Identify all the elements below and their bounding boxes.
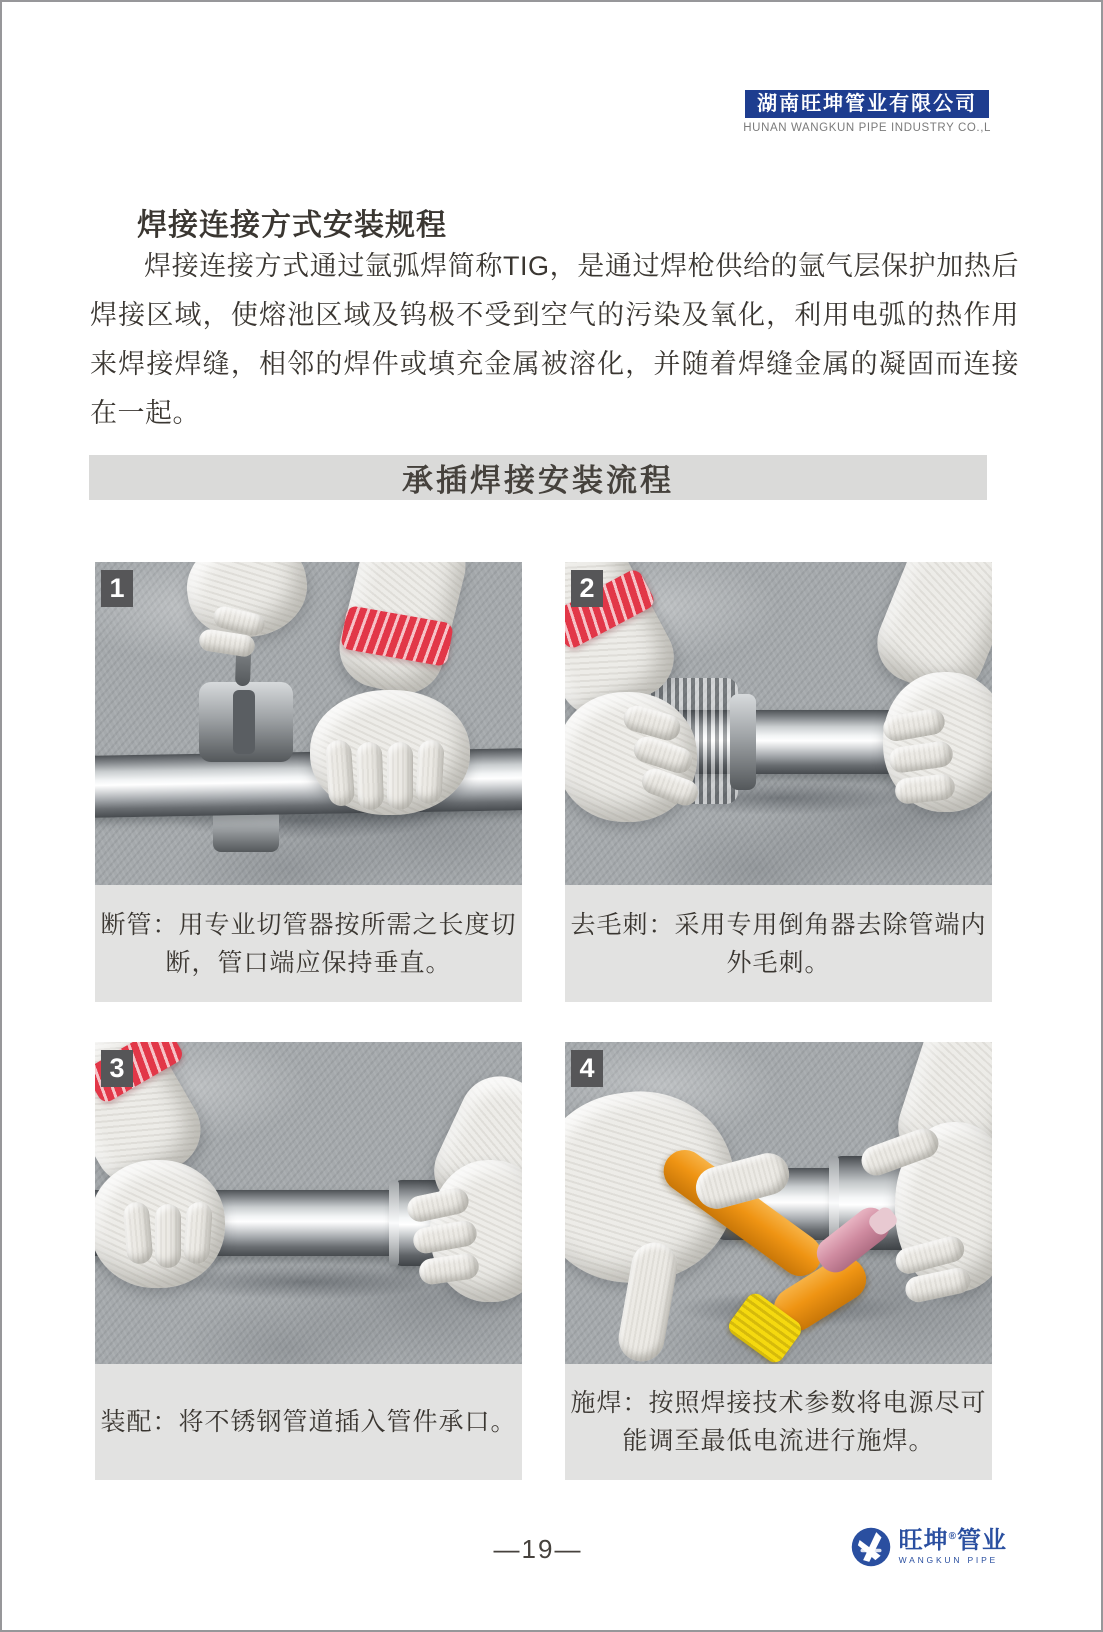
caption-line: 能调至最低电流进行施焊。 xyxy=(622,1427,935,1455)
deburring-tool-collar-graphic xyxy=(730,694,756,790)
glove-finger-graphic xyxy=(183,1201,213,1265)
weld-ring-graphic xyxy=(389,1180,399,1266)
intro-paragraph: 焊接连接方式通过氩弧焊简称TIG，是通过焊枪供给的氩气层保护加热后焊接区域，使熔池区域及钨极不受到空气的污染及氧化，利用电弧的热作用来焊接焊缝，相邻的焊件或填充金属被溶化，并随着焊缝金属的凝固而连接在一起。 xyxy=(90,251,1019,428)
pipe-cutter-slot-graphic xyxy=(233,690,255,754)
logo-cn-part1: 旺坤 xyxy=(898,1527,949,1555)
wangkun-logo-icon xyxy=(850,1526,892,1568)
step-number-badge: 2 xyxy=(571,570,603,607)
footer-logo xyxy=(850,1526,1007,1568)
step-number-badge: 4 xyxy=(571,1050,603,1087)
logo-name-cn xyxy=(899,1529,1007,1553)
caption-line: 施焊：按照焊接技术参数将电源尽可 xyxy=(570,1389,987,1417)
glove-finger-graphic xyxy=(122,1201,153,1265)
row-spacer xyxy=(95,1002,992,1042)
caption-line: 断管：用专业切管器按所需之长度切 xyxy=(100,910,517,939)
registered-mark: ® xyxy=(948,1531,957,1543)
step-photo-3-assembly xyxy=(95,1042,522,1364)
step-caption-2 xyxy=(565,885,992,1002)
glove-finger-graphic xyxy=(155,1204,181,1268)
logo-text-block xyxy=(899,1529,1007,1565)
steps-grid xyxy=(95,562,992,1480)
step-photo-4-welding xyxy=(565,1042,992,1364)
step-photo-1-cutting xyxy=(95,562,522,885)
section-title: 焊接连接方式安装规程 xyxy=(137,209,447,242)
page-number: —19— xyxy=(493,1534,583,1564)
caption-line: 装配：将不锈钢管道插入管件承口。 xyxy=(100,1408,517,1436)
caption-line: 断，管口端应保持垂直。 xyxy=(165,948,452,977)
company-name-cn: 湖南旺坤管业有限公司 xyxy=(745,90,989,118)
step-caption-4 xyxy=(565,1364,992,1480)
flow-banner xyxy=(89,455,987,500)
logo-name-en: WANGKUN PIPE xyxy=(898,1555,999,1566)
glove-finger-graphic xyxy=(387,742,413,810)
company-name-en: HUNAN WANGKUN PIPE INDUSTRY CO.,L xyxy=(743,122,991,134)
caption-line: 去毛刺：采用专用倒角器去除管端内 xyxy=(570,910,987,939)
step-caption-3 xyxy=(95,1364,522,1480)
flow-banner-title: 承插焊接安装流程 xyxy=(402,463,674,498)
glove-finger-graphic xyxy=(356,742,384,811)
glove-finger-graphic xyxy=(415,739,444,804)
logo-cn-part2: 管业 xyxy=(957,1527,1007,1555)
step-number-badge: 3 xyxy=(101,1050,133,1087)
company-header xyxy=(743,90,991,134)
caption-line: 外毛刺。 xyxy=(726,948,831,977)
step-number-badge: 1 xyxy=(101,570,133,607)
glove-finger-graphic xyxy=(325,739,356,807)
step-caption-1 xyxy=(95,885,522,1002)
step-photo-2-deburring xyxy=(565,562,992,885)
